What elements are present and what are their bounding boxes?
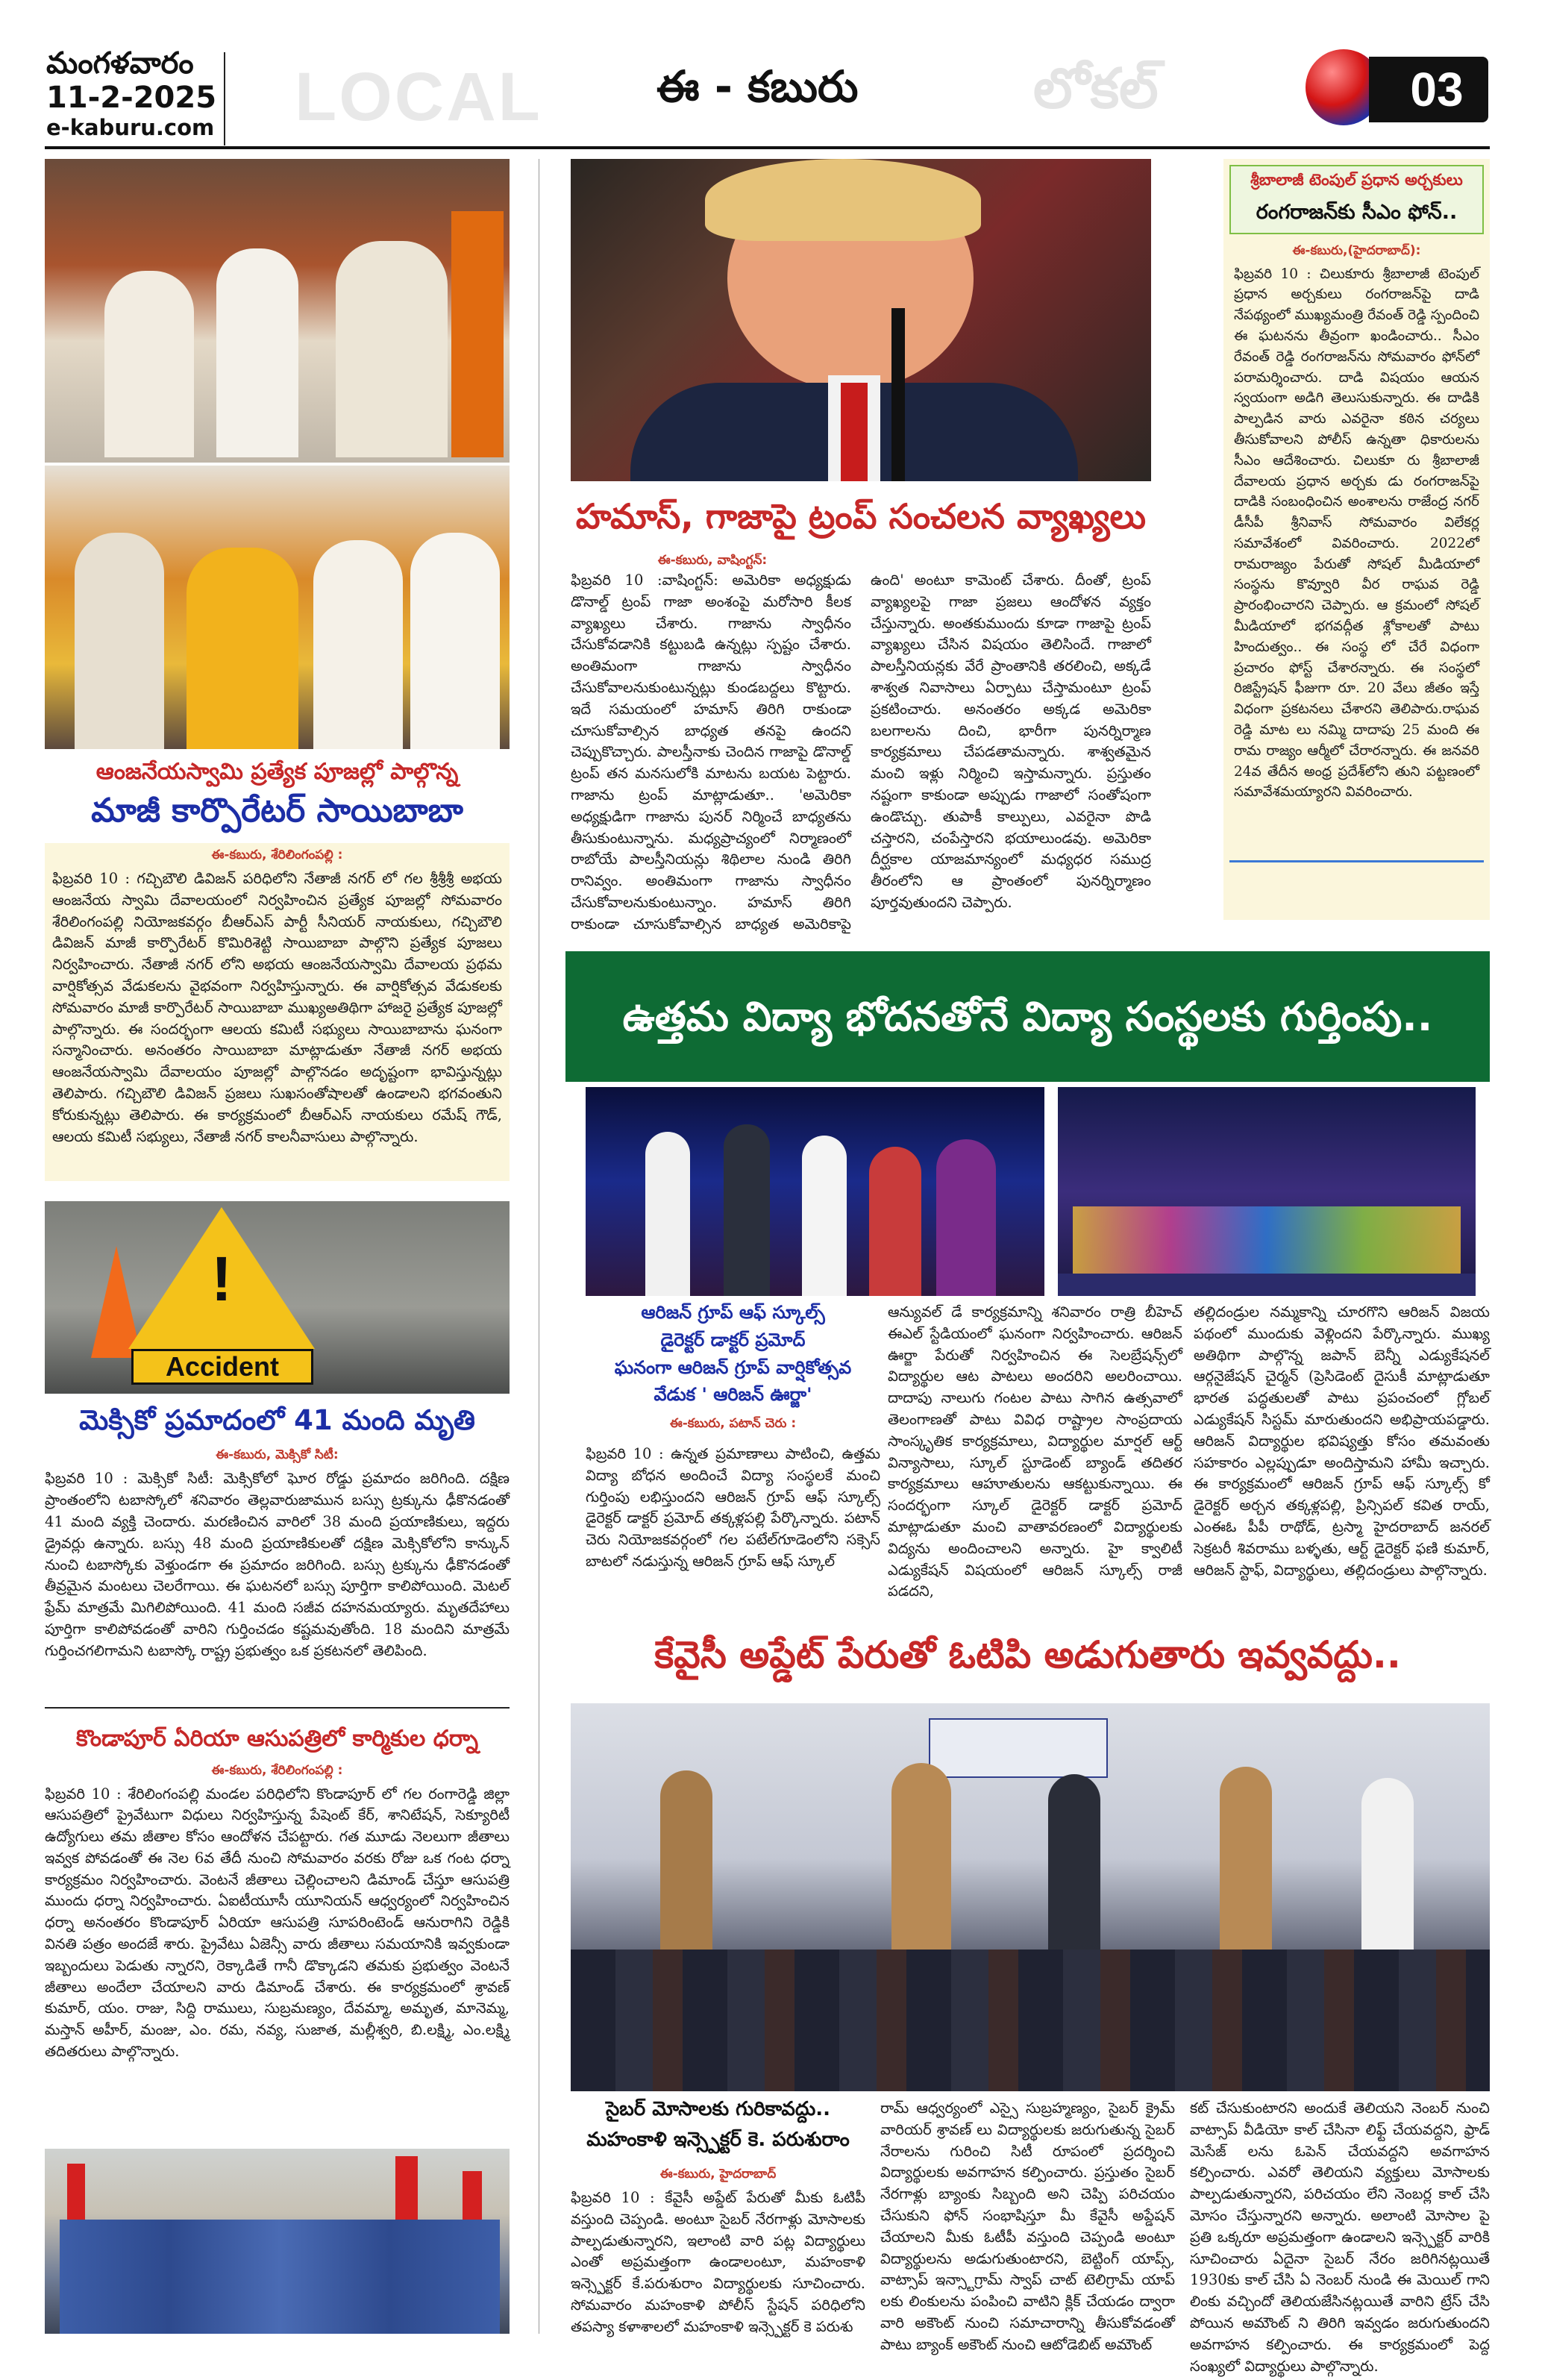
temple-felicitation-photo — [45, 466, 510, 749]
hanuman-headline-line1: ఆంజనేయస్వామి ప్రత్యేక పూజల్లో పాల్గొన్న — [95, 759, 459, 785]
accident-headline: మెక్సికో ప్రమాదంలో 41 మంది మృతి — [79, 1404, 475, 1436]
accident-body: ఫిబ్రవరి 10 : మెక్సికో సిటీ: మెక్సికోలో ఘోర రోడ్డు ప్రమాదం జరిగింది. దక్షిణ ప్రాంతంలోని టబాస్కోలో శనివారం తెల్లవారుజామున బస్సు ట్రక్కును ఢీకొనడంతో 41 మంది వ్యక్తి చెందారు. మరణించిన వారిలో 38 మంది ప్రయాణికులు, ఇద్దరు డ్రైవర్లు ఉన్నారు. బస్సు 48 మంది ప్రయాణికులతో దక్షిణ మెక్సికోలోని కాన్కున్ నుంచి టబాస్కోకు వెళ్తుండగా ఈ ప్రమాదం జరిగింది. బస్సు ట్రక్కును ఢీకొనడంతో తీవ్రమైన మంటలు చెలరేగాయి. ఈ ఘటనలో బస్సు పూర్తిగా కాలిపోయింది. మెటల్ ఫ్రేమ్ మాత్రమే మిగిలిపోయింది. 41 మంది సజీవ దహనమయ్యారు. మృతదేహాలు పూర్తిగా కాలిపోవడంతో వారిని గుర్తించడం కష్టమవుతోంది. 18 మందిని మాత్రమే గుర్తించగలిగామని టబాస్కో రాష్ట్ర ప్రభుత్వం ఒక ప్రకటనలో తెలిపింది. — [45, 1470, 510, 1659]
article-rangarajan — [1223, 159, 1490, 920]
masthead-local-en: LOCAL — [295, 59, 542, 135]
origin-banner — [565, 951, 1490, 1082]
hanuman-headline-line2: మాజీ కార్పొరేటర్ సాయిబాబా — [91, 791, 463, 830]
masthead-brand: ఈ - కబురు — [656, 61, 859, 112]
kyc-caption-line2: మహంకాళి ఇన్స్పెక్టర్ కె. పరుశురాం — [586, 2129, 850, 2152]
origin-caption-line2: డైరెక్టర్ డాక్టర్ ప్రమోద్ — [660, 1329, 806, 1350]
kondapur-dateline: ఈ-కబురు, శేరిలింగంపల్లి : — [211, 1762, 343, 1778]
accident-sign-photo — [45, 1201, 510, 1394]
origin-caption — [586, 1302, 880, 1444]
article-trump — [571, 491, 1151, 948]
origin-students-photo — [1058, 1087, 1476, 1296]
kyc-dateline: ఈ-కబురు, హైదరాబాద్ — [659, 2167, 777, 2182]
kondapur-body: ఫిబ్రవరి 10 : శేరిలింగంపల్లి మండల పరిధిలోని కొండాపూర్ లో గల రంగారెడ్డి జిల్లా ఆసుపత్రిలో ప్రైవేటుగా విధులు నిర్వహిస్తున్న పేషెంట్ కేర్, శానిటేషన్, సెక్యూరిటీ ఉద్యోగులు తమ జీతాల కోసం ఆందోళన చేపట్టారు. గత మూడు నెలలుగా జీతాలు ఇవ్వక పోవడంతో ఈ నెల 6వ తేదీ నుంచి సోమవారం వరకు రోజు ఒక గంట ధర్నా కార్యక్రమం నిర్వహించారు. వెంటనే జీతాలు చెల్లించాలని డిమాండ్ చేస్తూ ఆసుపత్రి ముందు ధర్నా నిర్వహించారు. ఏఐటీయూసీ యూనియన్ ఆధ్వర్యంలో నిర్వహించిన ధర్నా అనంతరం కొండాపూర్ ఏరియా ఆసుపత్రి సూపరింటెండ్ ఆనురాగిని రెడ్డికి వినతి పత్రం అందజే శారు. ప్రైవేటు ఏజెన్సీ వారు జీతాలు సమయానికి ఇవ్వకుండా ఇబ్బందులు పెడుతు న్నారని, రెక్కాడితే గానీ డొక్కాడని తమకు ప్రభుత్వం వెంటనే జీతాలు అందేలా చేయాలని వారు డిమాండ్ చేశారు. ఈ కార్యక్రమంలో శ్రావణ్ కుమార్, యం. రాజు, సిద్ది రాములు, సుబ్రమణ్యం, దేవమ్మా, అమృత, మానెమ్మ, మస్తాన్ అహీర్, మంజు, ఎం. రమ, నవ్య, సుజాత, మల్లీశ్వరి, బి.లక్ష్మి, ఎం.లక్ష్మి తదితరులు పాల్గొన్నారు. — [45, 1785, 510, 2061]
kyc-caption — [571, 2098, 865, 2161]
origin-caption-line1: ఆరిజన్ గ్రూప్ ఆఫ్ స్కూల్స్ — [641, 1302, 825, 1323]
accident-dateline: ఈ-కబురు, మెక్సికో సిటీ: — [216, 1447, 339, 1463]
origin-body-col1: ఫిబ్రవరి 10 : ఉన్నత ప్రమాణాలు పాటించి, ఉత్తమ విద్యా బోధన అందించే విద్యా సంస్థలకే మంచి గుర్తింపు లభిస్తుందని ఆరిజన్ గ్రూప్ ఆఫ్ స్కూల్స్ డైరెక్టర్ డాక్టర్ ప్రమోద్ తక్కళ్లపల్లి పేర్కొన్నారు. పటాన్ చెరు నియోజకవర్గంలో గల పటేల్‌గూడెంలోని సక్సెస్ బాటలో నడుస్తున్న ఆరిజన్ గ్రూప్ ఆఫ్ స్కూల్ — [586, 1445, 880, 1570]
rangarajan-dateline: ఈ-కబురు,(హైదరాబాద్): — [1292, 242, 1421, 258]
trump-body: ఫిబ్రవరి 10 :వాషింగ్టన్: అమెరికా అధ్యక్షుడు డొనాల్డ్ ట్రంప్ గాజా అంశంపై మరోసారి కీలక వ్యాఖ్యలు చేశారు. గాజాను స్వాధీనం చేసుకోవడానికి కట్టుబడి ఉన్నట్లు స్పష్టం చేశారు. అంతిమంగా గాజాను స్వాధీనం చేసుకోవాలనుకుంటున్నట్లు కుండబద్దలు కొట్టారు. ఇదే సమయంలో హమాస్ తిరిగి రాకుండా చూసుకోవాల్సిన బాధ్యత తనపై ఉందని చెప్పుకొచ్చారు. పాలస్తీనాకు చెందిన గాజాపై డొనాల్డ్ ట్రంప్ తన మనసులోకి మాటను బయట పెట్టారు. గాజాను ట్రంప్ మాట్లాడుతూ.. 'అమెరికా అధ్యక్షుడిగా గాజాను పునర్ నిర్మించే బాధ్యతను తీసుకుంటున్నాను. మధ్యప్రాచ్యంలో నిర్మాణంలో రాబోయే పాలస్తీనియన్లు శిథిలాల నుండి తిరిగి రానివ్వం. అంతిమంగా గాజాను స్వాధీనం చేసుకోవాలనుకుంటున్నాం. హమాస్ తిరిగి రాకుండా చూసుకోవాల్సిన బాధ్యత అమెరికాపై ఉంది' అంటూ కామెంట్ చేశారు. దీంతో, ట్రంప్ వ్యాఖ్యలపై గాజా ప్రజలు ఆందోళన వ్యక్తం చేస్తున్నారు. అంతకుముందు కూడా గాజాపై ట్రంప్ వ్యాఖ్యలు చేసిన విషయం తెలిసిందే. గాజాలో పాలస్తీనియన్లకు వేరే ప్రాంతానికి తరలించి, అక్కడే శాశ్వత నివాసాలు ఏర్పాటు చేస్తామంటూ ట్రంప్ ప్రకటించారు. అనంతరం అక్కడ అమెరికా బలగాలను దించి, భారీగా పునర్నిర్మాణ కార్యక్రమాలు చేపడతామన్నారు. శాశ్వతమైన మంచి ఇళ్లు నిర్మించి ఇస్తామన్నారు. ప్రస్తుతం నష్టంగా కాకుండా అప్పుడు గాజాలో సంతోషంగా ఉండొచ్చు. తుపాకీ కాల్పులు, ఎవరైనా పొడి చస్తారని, చంపేస్తారని భయాలుండవు. అమెరికా దీర్ఘకాల యాజమాన్యంలో మధ్యధర సముద్ర తీరంలోని ఆ ప్రాంతంలో పునర్నిర్మాణం పూర్తవుతుందని చెప్పారు. — [571, 571, 1151, 933]
origin-dignitaries-photo — [586, 1087, 1044, 1296]
kyc-caption-line1: సైబర్ మోసాలకు గురికావద్దు.. — [605, 2098, 831, 2120]
masthead-date: 11-2-2025 — [46, 81, 217, 115]
hanuman-body-box — [45, 843, 510, 1181]
left-col-divider — [45, 1707, 510, 1709]
exclamation-icon: ! — [211, 1244, 232, 1314]
origin-caption-line3: ఘనంగా ఆరిజన్ గ్రూప్ వార్షికోత్సవ — [614, 1356, 852, 1378]
masthead — [0, 0, 1542, 160]
masthead-rule — [45, 146, 1490, 149]
rangarajan-accent-bar — [1229, 860, 1484, 862]
rangarajan-body: ఫిబ్రవరి 10 : చిలుకూరు శ్రీబాలాజీ టెంపుల్ ప్రధాన అర్చకులు రంగరాజన్‌పై దాడి నేపథ్యంలో ముఖ్యమంత్రి రేవంత్ రెడ్డి స్పందించి ఈ ఘటనను తీవ్రంగా ఖండించారు.. సీఎం రేవంత్ రెడ్డి రంగరాజన్‌ను సోమవారం ఫోన్‌లో పరామర్శించారు. దాడి విషయం ఆయన స్వయంగా అడిగి తెలుసుకున్నారు. ఈ దాడికి పాల్పడిన వారు ఎవరైనా కఠిన చర్యలు తీసుకోవాలని పోలీస్ ఉన్నతా ధికారులను సీఎం ఆదేశించారు. చిలుకూ రు శ్రీబాలాజీ దేవాలయ ప్రధాన అర్చకు డు రంగరాజన్‌పై దాడికి సంబంధించిన అంశాలను రాజేంద్ర నగర్ డీసీపీ శ్రీనివాస్ సోమవారం విలేకర్ల సమావేశంలో వివరించారు. 2022లో రామరాజ్యం పేరుతో సోషల్ మీడియాలో సంస్థను కొవ్వూరి వీర రాఘవ రెడ్డి ప్రారంభించారని చెప్పారు. ఆ క్రమంలో సోషల్ మీడియాలో భగవద్గీత శ్లోకాలతో పాటు హిందుత్వం.. ఈ సంస్థ లో చేరే విధంగా ప్రచారం ఫోస్ట్ చేశారన్నారు. ఈ సంస్థలో రిజిస్ట్రేషన్ ఫీజుగా రూ. 20 వేలు జీతం ఇస్తే విధంగా ప్రకటనలు చేశారని తెలిపారు.రాఘవ రెడ్డి మాట లు నమ్మి దాదాపు 25 మంది ఈ రామ రాజ్యం ఆర్మీలో చేరారన్నారు. ఈ జనవరి 24వ తేదీన అంధ్ర ప్రదేశ్‌లోని తుని పట్టణంలో సమావేశమయ్యారని వివరించారు. — [1234, 266, 1479, 801]
hanuman-dateline: ఈ-కబురు, శేరిలింగంపల్లి : — [211, 848, 343, 862]
masthead-day: మంగళవారం — [46, 46, 194, 81]
rangarajan-headline-line1: శ్రీబాలాజీ టెంపుల్ ప్రధాన అర్చకులు — [1250, 171, 1463, 189]
origin-dateline: ఈ-కబురు, పటాన్ చెరు : — [669, 1416, 797, 1432]
masthead-local-te: లోకల్ — [1033, 57, 1159, 121]
origin-caption-line4: వేడుక ' ఆరిజన్ ఊర్జా' — [654, 1384, 812, 1406]
trump-photo — [571, 159, 1151, 481]
page-number-badge — [1369, 57, 1488, 122]
masthead-divider — [224, 52, 225, 145]
kyc-awareness-photo — [571, 1703, 1490, 2091]
accident-sign-label: Accident — [131, 1349, 313, 1385]
article-kondapur — [45, 1712, 510, 2129]
hanuman-body: ఫిబ్రవరి 10 : గచ్చిబౌలి డివిజన్ పరిధిలోని నేతాజీ నగర్ లో గల శ్రీశ్రీశ్రీ అభయ ఆంజనేయ స్వామి దేవాలయంలో నిర్వహించిన ప్రత్యేక పూజల్లో సోమవారం శేరిలింగంపల్లి నియోజకవర్గం బీఆర్ఎస్ పార్టీ సీనియర్ నాయకులు, గచ్చిబౌలి డివిజన్ మాజీ కార్పొరేటర్ కొమిరిశెట్టి సాయిబాబా పాల్గొని ప్రత్యేక పూజలు నిర్వహించారు. నేతాజీ నగర్ లోని అభయ ఆంజనేయస్వామి దేవాలయ ప్రథమ వార్షికోత్సవ వేడుకలను వైభవంగా నిర్వహిస్తున్నారు. ఈ వార్షికోత్సవ వేడుకలకు సోమవారం మాజీ కార్పొరేటర్ సాయిబాబా ముఖ్యఅతిథిగా హాజరై ప్రత్యేక పూజల్లో పాల్గొన్నారు. ఈ సందర్భంగా ఆలయ కమిటీ సభ్యులు సాయిబాబాను ఘనంగా సన్మానించారు. అనంతరం సాయిబాబా మాట్లాడుతూ నేతాజీ నగర్ అభయ ఆంజనేయస్వామి దేవాలయం పూజల్లో పాల్గొనడం అదృష్టంగా భావిస్తున్నట్లు తెలిపారు. గచ్చిబౌలి డివిజన్ ప్రజలు సుఖసంతోషాలతో ఉండాలని భగవంతుని కోరుకున్నట్లు తెలిపారు. ఈ కార్యక్రమంలో బీఆర్ఎస్ నాయకులు రమేష్ గౌడ్, ఆలయ కమిటీ సభ్యులు, నేతాజీ నగర్ కాలనీవాసులు పాల్గొన్నారు. — [52, 870, 502, 1145]
kondapur-headline: కొండాపూర్ ఏరియా ఆసుపత్రిలో కార్మికుల ధర్నా — [75, 1726, 479, 1752]
kyc-body-col3: కట్ చేసుకుంటారని అందుకే తెలియని నెంబర్ నుంచి వాట్సాప్ వీడియో కాల్ చేసినా లిఫ్ట్ చేయవద్దని, ఫ్రాడ్ మెసేజ్ లను ఓపెన్ చేయవద్దని అవగాహన కల్పించారు. ఎవరో తెలియని వ్యక్తులు మోసాలకు పాల్పడుతున్నారని, పరిచయం లేని నెంబర్ల కాల్ చేసి మోసం చేస్తున్నారని అన్నారు. అలాంటి మోసాల పై ప్రతి ఒక్కరూ అప్రమత్తంగా ఉండాలని ఇన్స్పెక్టర్ వారికి సూచించారు ఏదైనా సైబర్ నేరం జరిగినట్లయితే 1930కు కాల్ చేసి ఏ నెంబర్ నుండి ఈ మెయిల్ గాని లింకు వచ్చిందో తెలియజేసినట్లయితే వారిని ట్రేస్ చేసి పోయిన అమౌంట్ ని తిరిగి ఇవ్వడం జరుగుతుందని అవగాహన కల్పించారు. ఈ కార్యక్రమంలో పెద్ద సంఖ్యలో విద్యార్థులు పాల్గొన్నారు. — [1190, 2099, 1490, 2375]
origin-banner-text: ఉత్తమ విద్యా భోదనతోనే విద్యా సంస్థలకు గుర్తింపు.. — [622, 993, 1433, 1040]
trump-headline: హమాస్, గాజాపై ట్రంప్ సంచలన వ్యాఖ్యలు — [575, 496, 1147, 536]
page-number: 03 — [1410, 63, 1464, 116]
masthead-website[interactable]: e-kaburu.com — [46, 115, 215, 140]
kyc-headline: కేవైసీ అప్డేట్ పేరుతో ఓటిపి అడుగుతారు ఇవ్వవద్దు.. — [654, 1633, 1401, 1676]
trump-body-wrap — [571, 570, 1151, 948]
rangarajan-headline-line2: రంగరాజన్‌కు సీఎం ఫోన్.. — [1256, 201, 1458, 225]
kyc-body-col2: రామ్ ఆధ్వర్యంలో ఎస్సై సుబ్రహ్మణ్యం, సైబర్ క్రైమ్ వారియర్ శ్రావణ్ లు విద్యార్థులకు జరుగుతున్న సైబర్ నేరాలను గురించి సిటీ రూపంలో ప్రదర్శించి విద్యార్థులకు అవగాహన కల్పించారు. ప్రస్తుతం సైబర్ నేరగాళ్లు బ్యాంకు సిబ్బంది అని చెప్పి పరిచయం చేసుకుని ఫోన్ సంభాషిస్తూ మీ కేవైసీ అప్డేషన్ చేయాలని మీకు ఓటీపీ వస్తుంది చెప్పండి అంటూ విద్యార్థులను అడుగుతుంటారని, బెట్టింగ్ యాప్స్, వాట్సాప్ ఇన్స్టాగ్రామ్ స్వాప్ చాట్ టెలిగ్రామ్ యాప్ లకు లింకులను పంపించి వాటిని క్లిక్ చేయడం ద్వారా వారి అకౌంట్ నుంచి సమాచారాన్ని తీసుకోవడంతో పాటు బ్యాంక్ అకౌంట్ నుంచి ఆటోడెబిట్ అమౌంట్ — [880, 2099, 1175, 2353]
trump-dateline: ఈ-కబురు, వాషింగ్టన్: — [657, 552, 768, 568]
hospital-protest-photo — [45, 2149, 510, 2334]
temple-ritual-photo — [45, 159, 510, 463]
origin-body-col2: ఆన్యువల్ డే కార్యక్రమాన్ని శనివారం రాత్రి బీహెచ్ ఈఎల్ స్టేడియంలో ఘనంగా నిర్వహించారు. ఆరిజన్ ఊర్జా పేరుతో నిర్వహించిన ఈ సెలబ్రేషన్స్‌లో విద్యార్థుల ఆట పాటలు అందరిని అలరించాయి. దాదాపు నాలుగు గంటల పాటు సాగిన ఉత్సవాలో తెలంగాణతో పాటు వివిధ రాష్ట్రాల సాంప్రదాయ సాంస్కృతిక కార్యక్రమాలు, విద్యార్థుల మార్షల్ ఆర్ట్ విన్యాసాలు, స్కూల్ స్టూడెంట్ బ్యాండ్ తదితర కార్యక్రమాలు ఆహూతులను ఆకట్టుకున్నాయి. ఈ సందర్భంగా స్కూల్ డైరెక్టర్ డాక్టర్ ప్రమోద్ మాట్లాడుతూ మంచి వాతావరణంలో విద్యార్థులకు విద్యను అందించాలని అన్నారు. హై క్వాలిటీ ఎడ్యుకేషన్ విషయంలో ఆరిజన్ స్కూల్స్ రాజీ పడదని, — [888, 1303, 1182, 1600]
article-accident — [45, 1397, 510, 1710]
origin-body-col3: తల్లిదండ్రుల నమ్మకాన్ని చూరగొని ఆరిజన్ విజయ పథంలో ముందుకు వెళ్లిందని పేర్కొన్నారు. ముఖ్య అతిథిగా పాల్గొన్న జపాన్ బెన్నీ ఎడ్యుకేషనల్ ఆర్గనైజేషన్ చైర్మన్ (ప్రెసిడెంట్ దైసుకీ మాట్లాడుతూ భారత పద్ధతులతో పాటు ప్రపంచంలో గ్లోబల్ ఎడ్యుకేషన్ సిస్టమ్ మారుతుందని అభిప్రాయపడ్డారు. ఆరిజన్ విద్యార్థుల భవిష్యత్తు కోసం తమవంతు సహకారం ఎల్లప్పుడూ అందిస్తామని హామీ ఇచ్చారు. ఈ కార్యక్రమంలో ఆరిజన్ గ్రూప్ ఆఫ్ స్కూల్స్ కో డైరెక్టర్ అర్చన తక్కళ్లపల్లి, ప్రిన్సిపల్ కవిత రాయ్, ఎంఈఓ పీపీ రాథోడ్, ట్రస్మా హైదరాబాద్ జనరల్ సెక్రటరీ శివరాము బళ్ళతు, ఆర్ట్ డైరెక్టర్ ఫణి కుమార్, ఆరిజన్ స్టాఫ్, విద్యార్థులు, తల్లిదండ్రులు పాల్గొన్నారు. — [1194, 1303, 1490, 1579]
kyc-body-col1: ఫిబ్రవరి 10 : కేవైసీ అప్డేట్ పేరుతో మీకు ఓటిపీ వస్తుంది చెప్పండి. అంటూ సైబర్ నేరగాళ్లు మోసాలకు పాల్పడుతున్నారని, ఇలాంటి వారి పట్ల విద్యార్థులు ఎంతో అప్రమత్తంగా ఉండాలంటూ, మహంకాళి ఇన్స్పెక్టర్ కే.పరుశురాం విద్యార్థులకు సూచించారు. సోమవారం మహంకాళి పోలీస్ స్టేషన్ పరిధిలోని తపస్యా కళాశాలలో మహంకాళి ఇన్స్పెక్టర్ కె పరుశు — [571, 2189, 865, 2335]
rangarajan-header-box — [1229, 165, 1484, 234]
article-hanuman — [45, 752, 510, 1181]
